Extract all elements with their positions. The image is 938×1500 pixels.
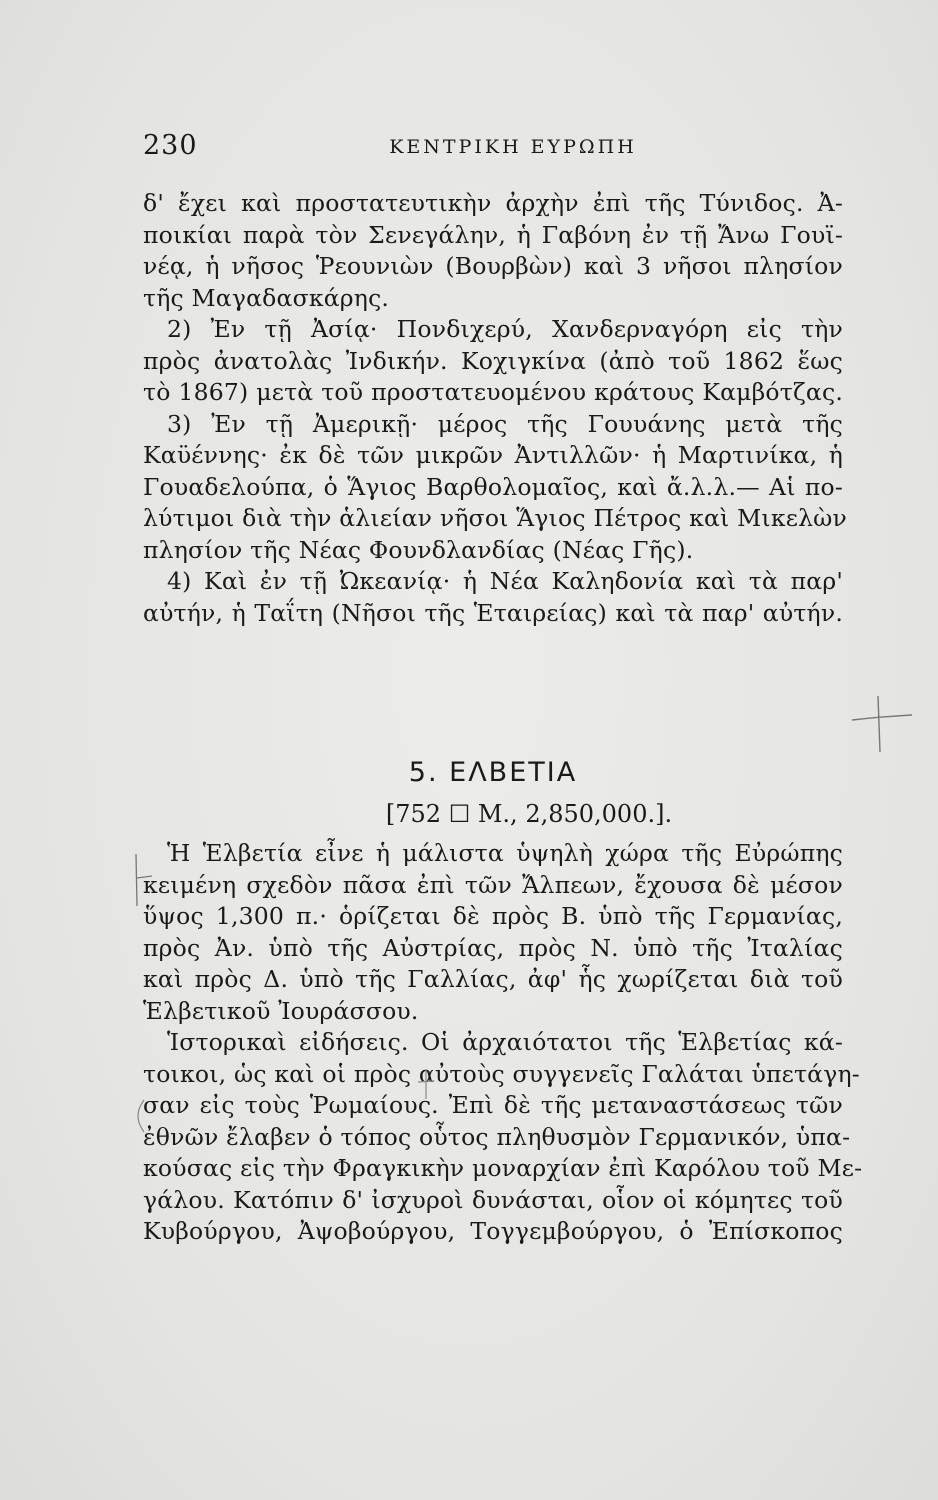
area-population-stats: [752 ☐ Μ., 2,850,000.]. [385, 800, 673, 828]
text-line: 3) Ἐν τῇ Ἀμερικῇ· μέρος τῆς Γουυάνης μετὰ τῆς [167, 409, 843, 438]
pencil-paren-mark [128, 1096, 148, 1136]
text-line: Ἱστορικαὶ εἰδήσεις. Οἱ ἀρχαιότατοι τῆς Ἑλβετίας κά- [167, 1028, 843, 1056]
text-line: τὸ 1867) μετὰ τοῦ προστατευομένου κράτους Καμβότζας. [143, 378, 843, 406]
text-line: σαν εἰς τοὺς Ῥωμαίους. Ἐπὶ δὲ τῆς μεταναστάσεως τῶν [143, 1091, 843, 1119]
running-head: ΚΕΝΤΡΙΚΗ ΕΥΡΩΠΗ [389, 136, 637, 158]
colonies-paragraph [143, 188, 848, 629]
text-line: Ἑλβετικοῦ Ἰουράσσου. [143, 996, 419, 1025]
text-line: δ' ἔχει καὶ προστατευτικὴν ἀρχὴν ἐπὶ τῆς Τύνιδος. Ἀ- [143, 189, 843, 217]
pencil-small-cross [414, 1066, 438, 1102]
text-line: Κυβούργου, Ἀψοβούργου, Τογγεμβούργου, ὁ Ἐπίσκοπος [143, 1217, 843, 1245]
text-line: ποικίαι παρὰ τὸν Σενεγάλην, ἡ Γαβόνη ἐν τῇ Ἄνω Γουϊ- [143, 220, 843, 249]
text-line: 2) Ἐν τῇ Ἀσίᾳ· Πονδιχερύ, Χανδερναγόρη εἰς τὴν [167, 315, 843, 343]
text-line: γάλου. Κατόπιν δ' ἰσχυροὶ δυνάσται, οἷον οἱ κόμητες τοῦ [143, 1185, 843, 1214]
text-line: ὕψος 1,300 π.· ὁρίζεται δὲ πρὸς Β. ὑπὸ τῆς Γερμανίας, [143, 902, 843, 930]
text-line: πρὸς ἀνατολὰς Ἰνδικήν. Κοχιγκίνα (ἀπὸ τοῦ 1862 ἕως [143, 346, 843, 375]
page-number: 230 [143, 130, 198, 161]
page-header [143, 130, 843, 174]
text-line: νέᾳ, ἡ νῆσος Ῥεουνιὼν (Βουρβὼν) καὶ 3 νῆσοι πλησίον [143, 252, 843, 280]
pencil-bracket-mark [128, 850, 158, 910]
text-line: πρὸς Ἀν. ὑπὸ τῆς Αὐστρίας, πρὸς Ν. ὑπὸ τῆς Ἰταλίας [143, 933, 843, 962]
text-line: 4) Καὶ ἐν τῇ Ὠκεανίᾳ· ἡ Νέα Καληδονία καὶ τὰ παρ' [167, 567, 843, 595]
text-line: Γουαδελούπα, ὁ Ἅγιος Βαρθολομαῖος, καὶ ἄ.λ.λ.— Αἱ πο- [143, 472, 843, 501]
switzerland-paragraph [143, 838, 863, 1248]
text-line: Ἡ Ἑλβετία εἶνε ἡ μάλιστα ὑψηλὴ χώρα τῆς Εὐρώπης [167, 839, 843, 867]
text-line: λύτιμοι διὰ τὴν ἁλιείαν νῆσοι Ἅγιος Πέτρος καὶ Μικελὼν [143, 504, 848, 532]
text-line: Καϋέννης· ἐκ δὲ τῶν μικρῶν Ἀντιλλῶν· ἡ Μαρτινίκα, ἡ [143, 441, 843, 469]
text-line: κειμένη σχεδὸν πᾶσα ἐπὶ τῶν Ἄλπεων, ἔχουσα δὲ μέσον [143, 870, 843, 899]
text-line: τῆς Μαγαδασκάρης. [143, 283, 390, 312]
text-line: τοικοι, ὡς καὶ οἱ πρὸς αὐτοὺς συγγενεῖς Γαλάται ὑπετάγη- [143, 1059, 860, 1088]
text-line: κούσας εἰς τὴν Φραγκικὴν μοναρχίαν ἐπὶ Καρόλου τοῦ Με- [143, 1154, 863, 1182]
section-title: 5. ΕΛΒΕΤΙΑ [408, 757, 578, 788]
pencil-cross-mark [848, 690, 918, 760]
text-line: πλησίον τῆς Νέας Φουνδλανδίας (Νέας Γῆς). [143, 535, 694, 564]
text-line: ἐθνῶν ἔλαβεν ὁ τόπος οὗτος πληθυσμὸν Γερμανικόν, ὑπα- [143, 1122, 851, 1151]
text-line: αὐτήν, ἡ Ταΐτη (Νῆσοι τῆς Ἑταιρείας) καὶ τὰ παρ' αὐτήν. [143, 598, 843, 627]
text-line: καὶ πρὸς Δ. ὑπὸ τῆς Γαλλίας, ἀφ' ἧς χωρίζεται διὰ τοῦ [143, 965, 843, 993]
